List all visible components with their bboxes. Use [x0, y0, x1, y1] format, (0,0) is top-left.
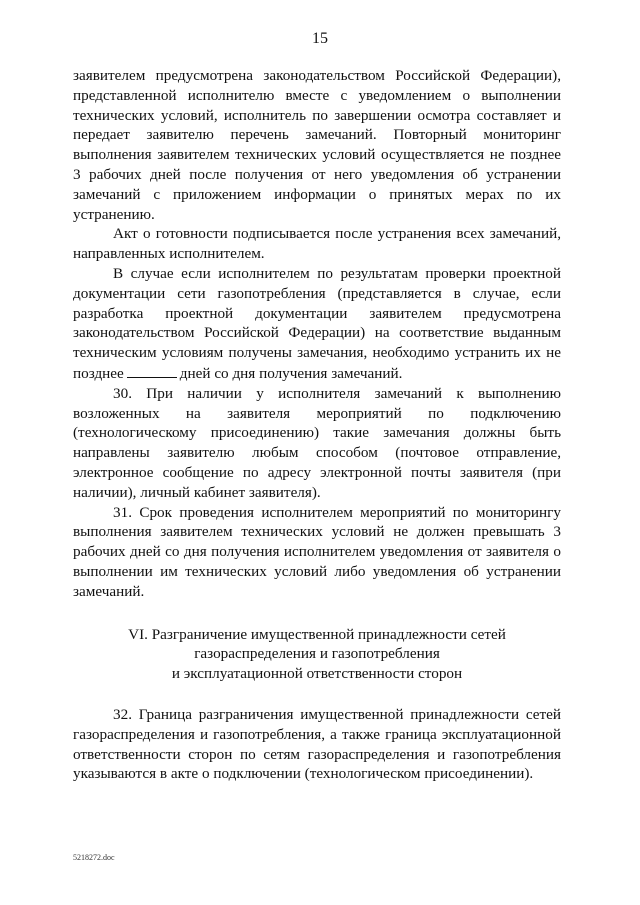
- section-heading-line-2: газораспределения и газопотребления: [194, 645, 440, 663]
- blank-days-field: [127, 363, 177, 378]
- section-heading: [73, 625, 561, 684]
- paragraph-continuation: заявителем предусмотрена законодательством Российской Федерации), представленной исполнителю вместе с уведомлением о выполнении технических условий, исполнитель по завершении осмотра составляет и передает заявителю перечень замечаний. Повторный мониторинг выполнения заявителем технических условий осуществляется не позднее 3 рабочих дней после получения от него уведомления об устранении замечаний с приложением информации о принятых мерах по их устранению.: [73, 67, 561, 223]
- paragraph-act-readiness: Акт о готовности подписывается после устранения всех замечаний, направленных исполнителем.: [73, 225, 561, 263]
- section-heading-line-1: VI. Разграничение имущественной принадлежности сетей: [128, 625, 506, 643]
- paragraph-clause-31: 31. Срок проведения исполнителем мероприятий по мониторингу выполнения заявителем технических условий не должен превышать 3 рабочих дней со дня получения исполнителем уведомления от заявителя о выполнении им технических условий либо уведомления об устранении замечаний.: [73, 503, 561, 600]
- paragraph-project-docs: [73, 264, 561, 384]
- page-number: 15: [312, 30, 328, 47]
- document-body: [73, 66, 561, 784]
- paragraph-project-docs-text-end: дней со дня получения замечаний.: [179, 364, 403, 382]
- paragraph-project-docs-text-start: В случае если исполнителем по результатам проверки проектной документации сети газопотребления (представляется в случае, если разработка проектной документации заявителем предусмотрена законодательством Российской Федерации) на соответствие выданным техническим условиям получены замечания, необходимо устранить их не позднее: [73, 264, 561, 382]
- paragraph-clause-30: 30. При наличии у исполнителя замечаний к выполнению возложенных на заявителя мероприятий по подключению (технологическому присоединению) такие замечания должны быть направлены заявителю любым способом (почтовое отправление, электронное сообщение по адресу электронной почты заявителя (при наличии), личный кабинет заявителя).: [73, 384, 561, 501]
- footer-file-name: 5218272.doc: [73, 853, 115, 862]
- paragraph-clause-32: 32. Граница разграничения имущественной принадлежности сетей газораспределения и газопотребления, а также граница эксплуатационной ответственности сторон по сетям газораспределения и газопотребления указываются в акте о подключении (технологическом присоединении).: [73, 705, 561, 783]
- section-heading-line-3: и эксплуатационной ответственности сторон: [171, 665, 463, 683]
